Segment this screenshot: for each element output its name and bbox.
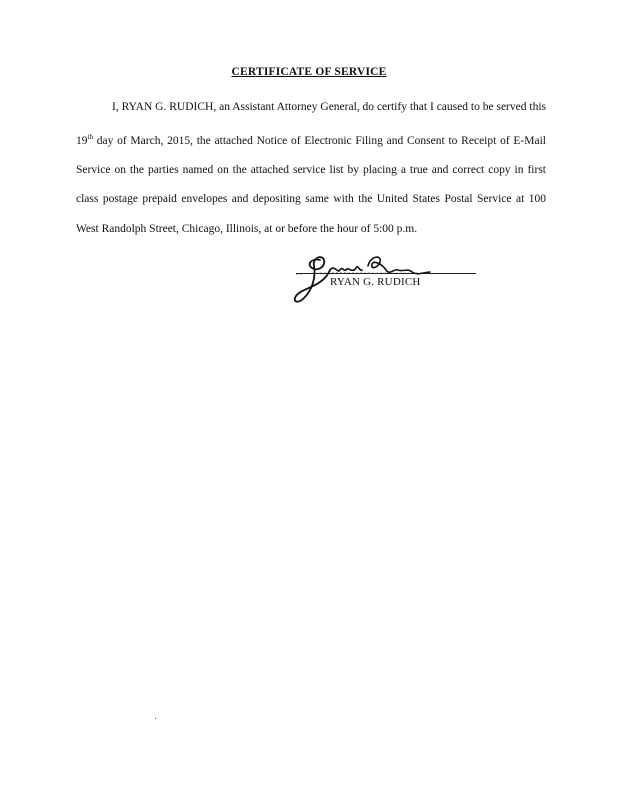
certification-paragraph <box>76 93 546 244</box>
handwritten-signature <box>290 248 480 308</box>
signatory-name: RYAN G. RUDICH <box>330 276 421 288</box>
paragraph-text-part2: day of March, 2015, the attached Notice of Electronic Filing and Consent to Receipt of E-Mail Service on the parties named on the attached service list by placing a true and correct copy in first class postage prepaid envelopes and depositing same with the United States Postal Service at 100 West Randolph Street, Chicago, Illinois, at or before the hour of 5:00 p.m. <box>76 134 546 235</box>
document-title: CERTIFICATE OF SERVICE <box>231 66 387 78</box>
signature-block <box>290 248 480 308</box>
scan-speck <box>155 718 156 719</box>
paragraph-text-part1: I, RYAN G. RUDICH, an Assistant Attorney General, do certify that I caused to be served this 19 <box>76 101 546 147</box>
date-ordinal-superscript: th <box>87 132 93 141</box>
